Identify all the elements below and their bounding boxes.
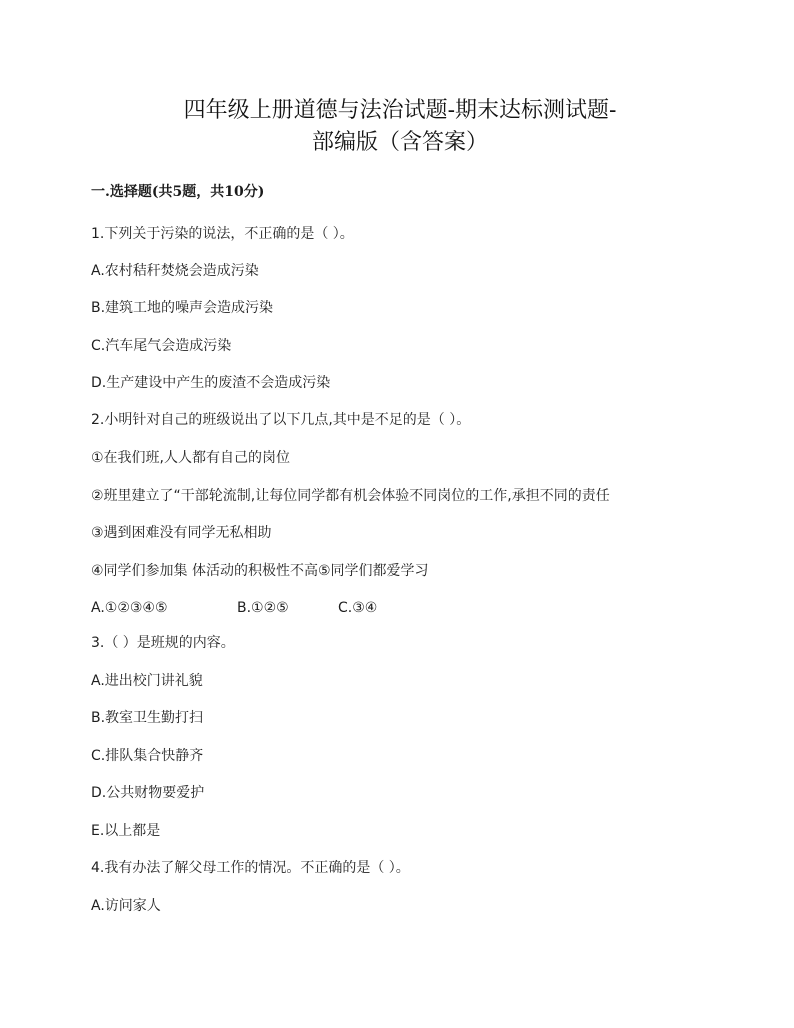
- question-2-statement-1: ①在我们班,人人都有自己的岗位: [91, 450, 291, 466]
- question-2-statement-3: ③遇到困难没有同学无私相助: [91, 525, 272, 541]
- question-3-stem: 3.（ ）是班规的内容。: [91, 635, 235, 651]
- question-1-option-c: C.汽车尾气会造成污染: [91, 338, 232, 354]
- question-2-statement-4: ④同学们参加集 体活动的积极性不高⑤同学们都爱学习: [91, 563, 429, 579]
- question-1-option-b: B.建筑工地的噪声会造成污染: [91, 300, 274, 316]
- question-4-stem: 4.我有办法了解父母工作的情况。不正确的是（ ）。: [91, 860, 410, 876]
- question-2-option-b: B.①②⑤: [237, 600, 289, 616]
- question-1-stem: 1.下列关于污染的说法，不正确的是（ ）。: [91, 226, 354, 242]
- question-1-option-a: A.农村秸秆焚烧会造成污染: [91, 263, 259, 279]
- question-4-option-a: A.访问家人: [91, 898, 161, 914]
- question-2-option-a: A.①②③④⑤: [91, 600, 168, 616]
- question-1-option-d: D.生产建设中产生的废渣不会造成污染: [91, 375, 331, 391]
- question-3-option-b: B.教室卫生勤打扫: [91, 710, 204, 726]
- question-3-option-e: E.以上都是: [91, 823, 161, 839]
- question-3-option-d: D.公共财物要爱护: [91, 785, 205, 801]
- section-heading: 一.选择题(共5题，共10分): [91, 184, 265, 200]
- question-2-stem: 2.小明针对自己的班级说出了以下几点,其中是不足的是（ ）。: [91, 412, 471, 428]
- question-3-option-a: A.进出校门讲礼貌: [91, 673, 203, 689]
- document-title-line-1: 四年级上册道德与法治试题-期末达标测试题-: [183, 98, 617, 123]
- question-3-option-c: C.排队集合快静齐: [91, 748, 204, 764]
- question-2-options: [91, 598, 377, 618]
- question-2-statement-2: ②班里建立了“干部轮流制,让每位同学都有机会体验不同岗位的工作,承担不同的责任: [91, 488, 610, 504]
- document-title-line-2: 部编版（含答案）: [311, 130, 488, 155]
- question-2-option-c: C.③④: [338, 600, 378, 616]
